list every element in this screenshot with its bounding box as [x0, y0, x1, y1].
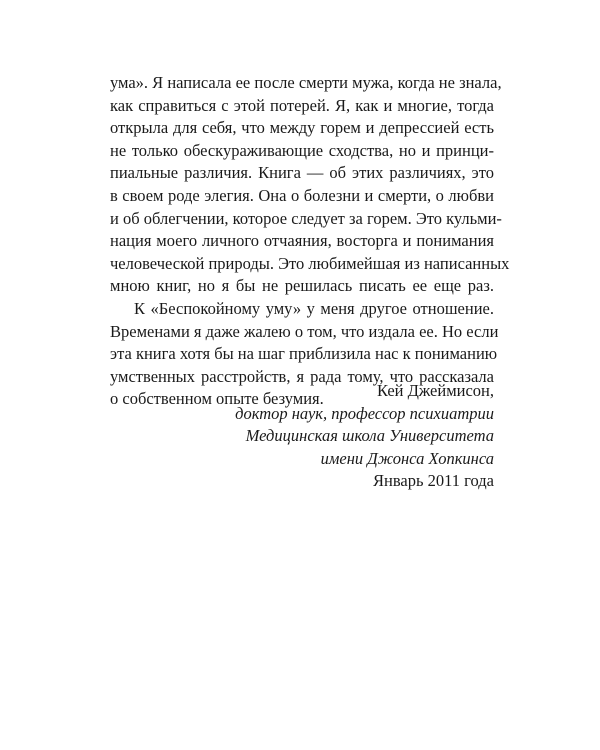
text-line: К «Беспокойному уму» у меня другое отношение.	[134, 298, 494, 318]
text-line: пиальные различия. Книга — об этих различиях, это	[110, 163, 494, 183]
text-line: человеческой природы. Это любимейшая из написанных	[110, 253, 510, 273]
author-name: Кей Джеймисон,	[376, 381, 494, 400]
text-line: как справиться с этой потерей. Я, как и многие, тогда	[110, 95, 494, 115]
signature-block	[110, 380, 494, 493]
text-line: мною книг, но я бы не решилась писать ее еще раз.	[110, 276, 494, 296]
text-line: в своем роде элегия. Она о болезни и смерти, о любви	[110, 185, 494, 205]
text-line: открыла для себя, что между горем и депрессией есть	[110, 118, 494, 138]
text-line: и об облегчении, которое следует за горем. Это кульми-	[110, 208, 502, 228]
text-line: о собственном опыте безумия.	[110, 389, 324, 409]
body-text	[110, 72, 510, 411]
author-title: доктор наук, профессор психиатрии	[235, 403, 494, 423]
text-line: нация моего личного отчаяния, восторга и понимания	[110, 231, 494, 251]
text-line: не только обескураживающие сходства, но и принци-	[110, 140, 494, 160]
author-institution: Медицинская школа Университета	[245, 426, 494, 446]
signature-date: Январь 2011 года	[373, 471, 494, 491]
paragraph	[110, 72, 510, 298]
text-line: ума». Я написала ее после смерти мужа, когда не знала,	[110, 73, 502, 92]
text-line: эта книга хотя бы на шаг приблизила нас к пониманию	[110, 344, 498, 364]
text-line: умственных расстройств, я рада тому, что рассказала	[110, 366, 494, 386]
text-line: Временами я даже жалею о том, что издала ее. Но если	[110, 321, 499, 341]
author-institution: имени Джонса Хопкинса	[320, 448, 494, 468]
